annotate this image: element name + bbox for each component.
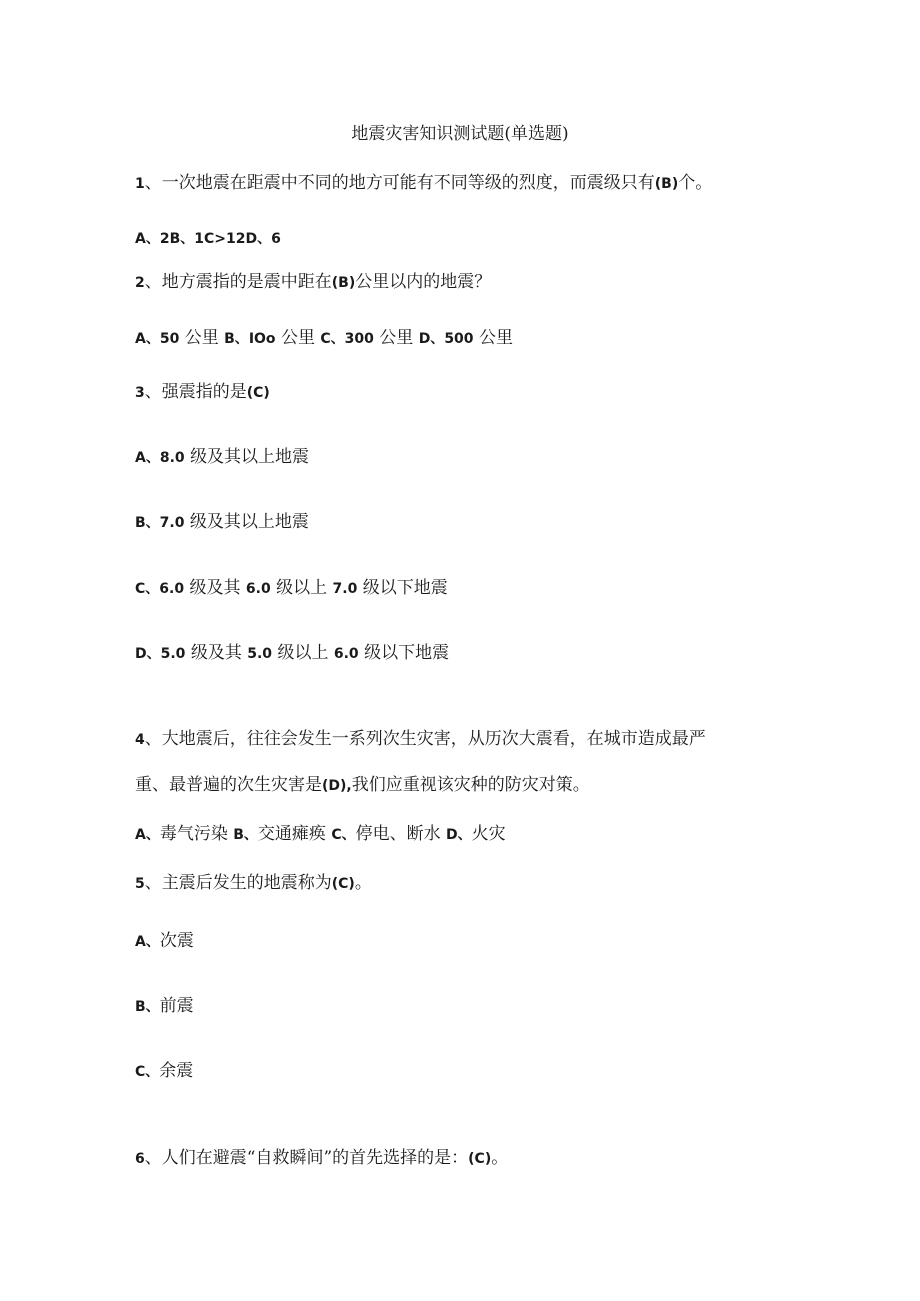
question-text-end: 我们应重视该灾种的防灾对策。 bbox=[351, 775, 590, 795]
option-label: C、 bbox=[135, 1064, 160, 1080]
option-text-2: 级以上 bbox=[276, 578, 328, 598]
options-text: A、2B、1C>12D、6 bbox=[135, 231, 281, 247]
option-d-unit: 公里 bbox=[478, 328, 513, 348]
option-a-value: 50 bbox=[159, 331, 180, 347]
option-text: 级及其 bbox=[190, 643, 242, 663]
option-text: 级及其以上地震 bbox=[189, 512, 309, 532]
option-d-label: D、 bbox=[446, 827, 472, 843]
answer-key: (B) bbox=[331, 275, 356, 291]
option-value-2: 5.0 bbox=[247, 646, 273, 662]
option-value: 8.0 bbox=[159, 450, 185, 466]
option-text: 余震 bbox=[159, 1061, 194, 1081]
question-number: 1 bbox=[135, 176, 145, 192]
question-2 bbox=[135, 271, 491, 294]
option-value-2: 6.0 bbox=[245, 581, 271, 597]
question-3-option-d bbox=[135, 642, 449, 665]
question-3-option-a bbox=[135, 446, 309, 469]
option-d-value: 500 bbox=[444, 331, 474, 347]
option-text-3: 级以下地震 bbox=[364, 643, 450, 663]
question-text-end: 。 bbox=[354, 873, 372, 893]
question-2-options bbox=[135, 327, 513, 350]
question-text: 、强震指的是 bbox=[144, 382, 247, 402]
question-text: 、大地震后，往往会发生一系列次生灾害，从历次大震看，在城市造成最严 bbox=[144, 729, 706, 749]
question-3 bbox=[135, 381, 270, 404]
option-text: 级及其 bbox=[189, 578, 241, 598]
option-label: D、 bbox=[135, 646, 161, 662]
option-label: A、 bbox=[135, 450, 160, 466]
option-a-label: A、 bbox=[135, 331, 160, 347]
option-text-2: 级以上 bbox=[277, 643, 329, 663]
option-label: A、 bbox=[135, 934, 160, 950]
question-text-end: 个。 bbox=[678, 173, 713, 193]
option-b-text: 交通瘫痪 bbox=[257, 824, 326, 844]
option-c-label: C、 bbox=[320, 331, 345, 347]
option-a-label: A、 bbox=[135, 827, 160, 843]
question-number: 5 bbox=[135, 876, 145, 892]
question-4-continued bbox=[135, 774, 590, 797]
question-number: 6 bbox=[135, 1151, 145, 1167]
option-c-unit: 公里 bbox=[379, 328, 414, 348]
option-b-unit: 公里 bbox=[280, 328, 315, 348]
option-a-text: 毒气污染 bbox=[159, 824, 228, 844]
option-c-text: 停电、断水 bbox=[355, 824, 441, 844]
option-c-value: 300 bbox=[344, 331, 374, 347]
question-5-option-a bbox=[135, 930, 194, 953]
question-5-option-c bbox=[135, 1060, 193, 1083]
option-value: 6.0 bbox=[159, 581, 185, 597]
question-5 bbox=[135, 872, 372, 895]
answer-key: (B) bbox=[654, 176, 679, 192]
option-b-label: B、 bbox=[224, 331, 249, 347]
answer-key: (C) bbox=[468, 1151, 492, 1167]
question-4-options bbox=[135, 823, 506, 846]
option-value: 5.0 bbox=[160, 646, 186, 662]
option-value-3: 6.0 bbox=[333, 646, 359, 662]
question-text: 、一次地震在距震中不同的地方可能有不同等级的烈度，而震级只有 bbox=[144, 173, 655, 193]
option-text: 级及其以上地震 bbox=[190, 447, 310, 467]
question-3-option-c bbox=[135, 577, 448, 600]
question-text-end: 公里以内的地震？ bbox=[355, 272, 492, 292]
answer-key: (D), bbox=[322, 778, 352, 794]
question-text: 重、最普遍的次生灾害是 bbox=[135, 775, 322, 795]
option-value: 7.0 bbox=[159, 515, 185, 531]
option-c-label: C、 bbox=[331, 827, 356, 843]
option-label: B、 bbox=[135, 999, 160, 1015]
option-label: C、 bbox=[135, 581, 160, 597]
option-b-label: B、 bbox=[233, 827, 258, 843]
question-1 bbox=[135, 172, 712, 195]
question-number: 2 bbox=[135, 275, 145, 291]
question-text: 、地方震指的是震中距在 bbox=[144, 272, 332, 292]
option-b-value: IOo bbox=[248, 331, 276, 347]
option-d-text: 火灾 bbox=[471, 824, 506, 844]
question-number: 3 bbox=[135, 385, 145, 401]
question-4 bbox=[135, 728, 706, 751]
document-title: 地震灾害知识测试题(单选题) bbox=[351, 124, 569, 144]
answer-key: (C) bbox=[331, 876, 355, 892]
question-5-option-b bbox=[135, 995, 194, 1018]
question-6 bbox=[135, 1147, 508, 1170]
question-3-option-b bbox=[135, 511, 309, 534]
option-a-unit: 公里 bbox=[184, 328, 219, 348]
option-text-3: 级以下地震 bbox=[362, 578, 448, 598]
option-d-label: D、 bbox=[418, 331, 445, 347]
option-label: B、 bbox=[135, 515, 160, 531]
question-text: 、主震后发生的地震称为 bbox=[144, 873, 332, 893]
option-value-3: 7.0 bbox=[332, 581, 358, 597]
option-text: 前震 bbox=[159, 996, 194, 1016]
question-1-options bbox=[135, 227, 281, 250]
answer-key: (C) bbox=[246, 385, 270, 401]
question-text-end: 。 bbox=[491, 1148, 509, 1168]
question-text: 、人们在避震“自救瞬间”的首先选择的是： bbox=[144, 1148, 469, 1168]
question-number: 4 bbox=[135, 732, 145, 748]
option-text: 次震 bbox=[159, 931, 194, 951]
